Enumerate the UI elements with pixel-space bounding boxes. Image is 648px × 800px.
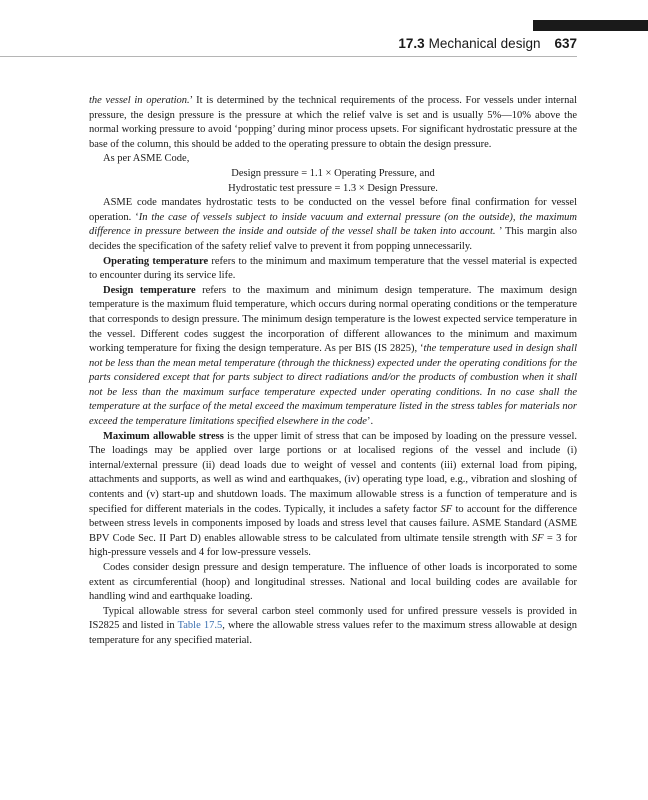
section-title: Mechanical design xyxy=(428,36,541,51)
paragraph-design-pressure: the vessel in operation.’ It is determined by the technical requirements of the process. For vessels under internal pressure, the design pressure is the pressure at which the relief valve is set and is usually 5%—10% above the normal working pressure to avoid ‘popping’ during minor process upsets. For significant hydrostatic pressure at the base of the column, this should be added to the operating pressure to obtain the design pressure. xyxy=(89,95,577,150)
paragraph-typical-allowable-stress: Typical allowable stress for several carbon steel commonly used for unfired pressure vessels is provided in IS2825 and listed in Table 17.5, where the allowable stress values refer to the maximum stress allowable at design temperature for any specified material. xyxy=(89,605,577,646)
section-number: 17.3 xyxy=(398,36,425,51)
paragraph-hydrostatic-tests: ASME code mandates hydrostatic tests to be conducted on the vessel before final confirmation for vessel operation. ‘In the case of vessels subject to inside vacuum and external pressure (on the outside), the maximum difference in pressure between the inside and outside of the vessel shall be taken into account. ’ This margin also decides the specification of the safety relief valve to prevent it from popping unnecessarily. xyxy=(89,197,578,252)
term-maximum-allowable-stress: Maximum allowable stress xyxy=(103,430,224,442)
paragraph-maximum-allowable-stress: Maximum allowable stress is the upper limit of stress that can be imposed by loading on the pressure vessel. The loadings may be applied over large portions or at localised regions of the vessel and include (i) internal/external pressure (ii) dead loads due to weight of vessel and contents (iii) external load from piping, attachments and supports, as well as wind and earthquakes, (iv) operating type load, e.g., vibration and sloshing of contents and (v) start-up and shutdown loads. The maximum allowable stress is a function of temperature and is specified for different materials in the codes. Typically, it includes a safety factor SF to account for the difference between stress levels in components imposed by loads and stress level that causes failure. ASME Standard (ASME BPV Code Sec. II Part D) enables allowable stress to be calculated from ultimate tensile strength with SF = 3 for high-pressure vessels and 4 for low-pressure vessels. xyxy=(89,430,577,559)
paragraph-asme-intro: As per ASME Code, xyxy=(103,153,190,165)
term-design-temperature: Design temperature xyxy=(103,284,196,296)
body-text xyxy=(89,94,577,649)
equation-design-pressure: Design pressure = 1.1 × Operating Pressure, and xyxy=(231,167,435,179)
header-decor-bar xyxy=(533,20,648,31)
page-number: 637 xyxy=(554,36,577,51)
header-rule xyxy=(0,56,577,57)
table-17-5-link[interactable]: Table 17.5 xyxy=(177,620,223,632)
running-header xyxy=(398,36,577,51)
equation-hydrostatic-test: Hydrostatic test pressure = 1.3 × Design Pressure. xyxy=(228,182,438,194)
paragraph-operating-temperature: Operating temperature refers to the minimum and maximum temperature that the vessel material is expected to encounter during its service life. xyxy=(89,255,577,282)
paragraph-design-temperature: Design temperature refers to the maximum and minimum design temperature. The maximum design temperature is the maximum fluid temperature, which occurs during normal operating conditions or the temperature that corresponds to design pressure. The minimum design temperature is the lowest expected service temperature in the vessel. Different codes suggest the incorporation of different allowances to the minimum and maximum working temperature for fixing the design temperature. As per BIS (IS 2825), ‘the temperature used in design shall not be less than the mean metal temperature (through the thickness) expected under the operating conditions for the parts considered except that for parts subject to direct radiations and/or the products of combustion when it shall not be less than the maximum surface temperature expected under operating conditions. In no case shall the temperature at the surface of the metal exceed the maximum temperature listed in the stress tables for materials nor exceed the temperature limitations specified elsewhere in the code’. xyxy=(89,284,578,428)
term-operating-temperature: Operating temperature xyxy=(103,255,209,267)
paragraph-codes: Codes consider design pressure and design temperature. The influence of other loads is incorporated to some extent as circumferential (hoop) and longitudinal stresses. National and local building codes are available for handling wind and earthquake loading. xyxy=(89,562,577,603)
